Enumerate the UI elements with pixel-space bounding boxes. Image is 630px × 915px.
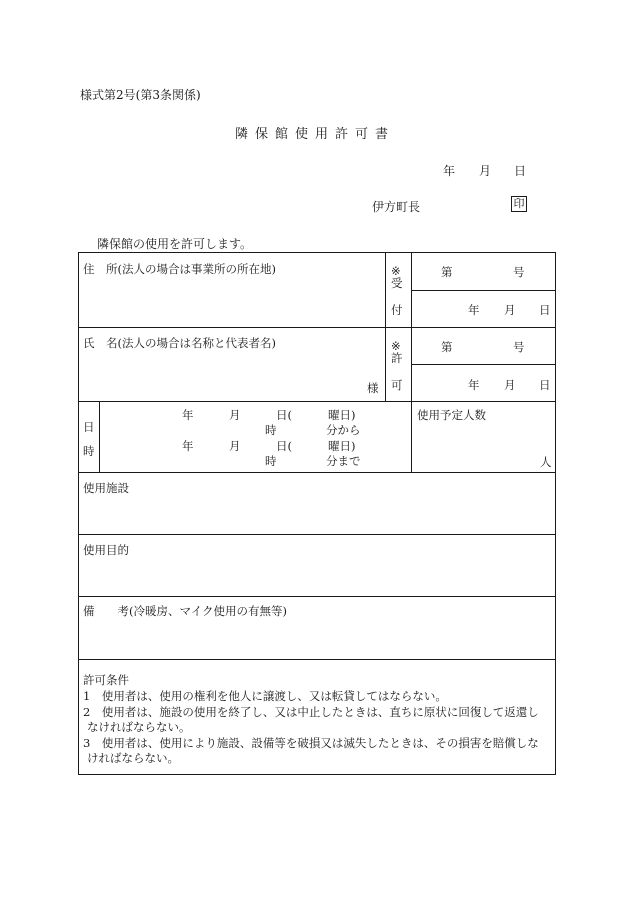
seal-stamp: 印 [511, 196, 527, 212]
end-hour: 時 [265, 454, 277, 468]
column-divider [385, 253, 386, 401]
end-year: 年 [182, 439, 194, 453]
end-day: 日( [276, 439, 292, 453]
permit-number-suffix: 号 [513, 340, 525, 354]
condition-item-3: 3 使用者は、使用により施設、設備等を破損又は滅失したときは、その損害を賠償しな [83, 736, 539, 750]
receipt-day: 日 [539, 303, 551, 317]
receipt-year: 年 [468, 303, 480, 317]
issue-date-year: 年 [443, 164, 456, 178]
people-count-label: 使用予定人数 [417, 408, 486, 422]
condition-item-2-cont: なければならない。 [87, 720, 191, 734]
intro-text: 隣保館の使用を許可します。 [97, 237, 253, 251]
address-label: 住 所(法人の場合は事業所の所在地) [83, 262, 276, 276]
honorific-sama: 様 [367, 381, 379, 395]
row-divider [79, 596, 555, 597]
start-weekday: 曜日) [328, 408, 356, 422]
start-day: 日( [276, 408, 292, 422]
receipt-month: 月 [504, 303, 516, 317]
permit-year: 年 [468, 378, 480, 392]
column-divider [411, 253, 412, 401]
receipt-char-2: 付 [391, 303, 403, 317]
end-minute: 分まで [326, 454, 361, 468]
row-divider [79, 401, 555, 402]
start-month: 月 [229, 408, 241, 422]
end-weekday: 曜日) [328, 439, 356, 453]
remarks-label: 備 考(冷暖房、マイク使用の有無等) [83, 604, 288, 618]
row-divider [79, 659, 555, 660]
start-year: 年 [182, 408, 194, 422]
column-divider [99, 401, 100, 472]
permit-month: 月 [504, 378, 516, 392]
end-month: 月 [229, 439, 241, 453]
column-divider [411, 401, 412, 472]
condition-item-1: 1 使用者は、使用の権利を他人に譲渡し、又は転貸してはならない。 [83, 689, 447, 703]
permit-mark: ※ [391, 339, 401, 353]
receipt-char-1: 受 [391, 276, 403, 290]
datetime-label-time: 時 [83, 444, 95, 458]
conditions-heading: 許可条件 [83, 673, 129, 687]
people-count-unit: 人 [540, 455, 552, 469]
row-divider [79, 327, 555, 328]
receipt-number-prefix: 第 [441, 265, 453, 279]
receipt-mark: ※ [391, 264, 401, 278]
permit-char-2: 可 [391, 378, 403, 392]
condition-item-3-cont: ければならない。 [87, 751, 179, 765]
condition-item-2: 2 使用者は、施設の使用を終了し、又は中止したときは、直ちに原状に回復して返還し [83, 705, 539, 719]
permit-number-prefix: 第 [441, 340, 453, 354]
row-divider [79, 534, 555, 535]
issue-date-day: 日 [514, 164, 527, 178]
form-number: 様式第2号(第3条関係) [80, 88, 201, 102]
issuer-name: 伊方町長 [372, 200, 421, 214]
permit-char-1: 許 [391, 351, 403, 365]
name-label: 氏 名(法人の場合は名称と代表者名) [83, 336, 276, 350]
row-divider [79, 472, 555, 473]
receipt-number-suffix: 号 [513, 265, 525, 279]
permit-divider [411, 364, 555, 365]
start-hour: 時 [265, 423, 277, 437]
permit-form-table [78, 252, 556, 775]
receipt-divider [411, 290, 555, 291]
issue-date-month: 月 [479, 164, 492, 178]
purpose-label: 使用目的 [83, 543, 129, 557]
start-minute: 分から [326, 423, 361, 437]
facility-label: 使用施設 [83, 481, 129, 495]
datetime-label-day: 日 [83, 420, 95, 434]
permit-day: 日 [539, 378, 551, 392]
document-title: 隣保館使用許可書 [234, 127, 395, 142]
